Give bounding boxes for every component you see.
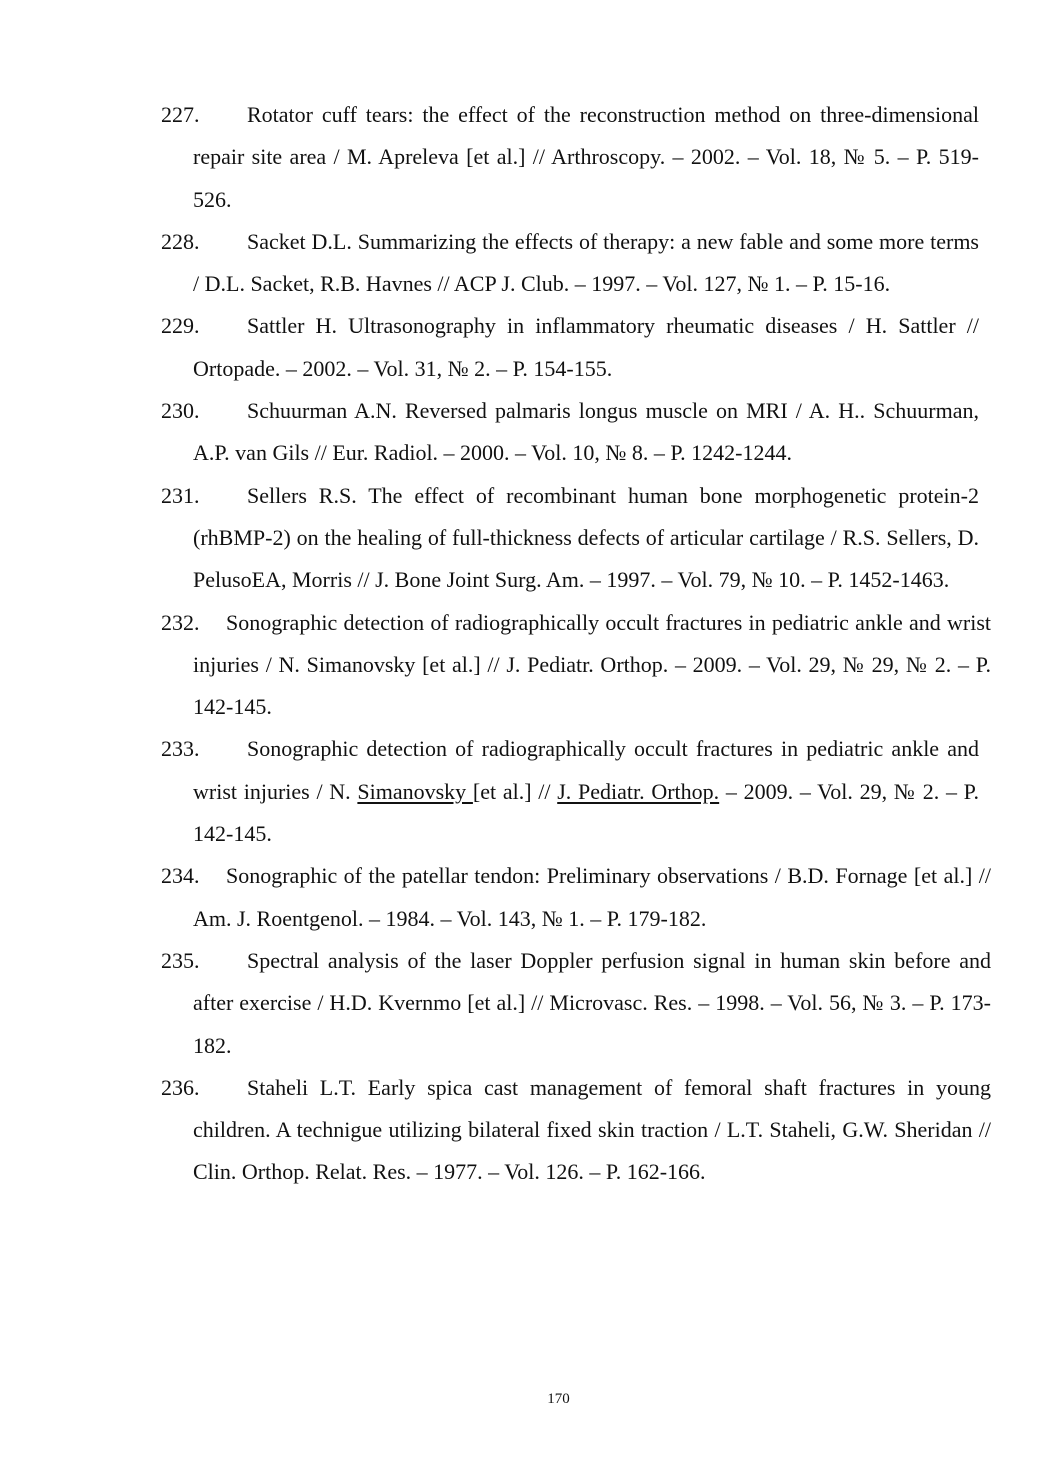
reference-number: 230. [161, 398, 200, 424]
reference-text: Sacket D.L. Summarizing the effects of therapy: a new fable and some more terms / D.L. Sacket, R.B. Havnes // ACP J. Club. – 1997. – Vol. 127, № 1. – P. 15-16. [193, 228, 979, 297]
reference-number: 232. [161, 609, 200, 635]
reference-item [161, 1067, 991, 1194]
reference-item [161, 475, 979, 602]
reference-text: Sellers R.S. The effect of recombinant human bone morphogenetic protein-2 (rhBMP-2) on the healing of full-thickness defects of articular cartilage / R.S. Sellers, D. PelusoEA, Morris // J. Bone Joint Surg. Am. – 1997. – Vol. 79, № 10. – P. 1452-1463. [193, 482, 979, 593]
reference-number: 227. [161, 102, 200, 127]
reference-number: 235. [161, 947, 200, 973]
reference-number: 234. [161, 863, 200, 889]
reference-item [161, 94, 979, 221]
reference-number: 231. [161, 482, 200, 508]
reference-text-middle: [et al.] // [472, 778, 558, 804]
reference-item [161, 855, 991, 940]
reference-text: Staheli L.T. Early spica cast management of femoral shaft fractures in young children. A technigue utilizing bilateral fixed skin traction / L.T. Staheli, G.W. Sheridan // Clin. Orthop. Relat. Res. – 1977. – Vol. 126. – P. 162-166. [193, 1074, 991, 1185]
reference-item [161, 940, 991, 1067]
reference-text-start: Sonographic detection of radiographically occult fractures in pediatric ankle and wrist injuries / N. [193, 736, 979, 804]
author-link[interactable]: Simanovsky [357, 778, 473, 804]
reference-item [161, 305, 979, 390]
reference-item [161, 390, 979, 475]
reference-number: 236. [161, 1074, 200, 1100]
reference-text: Sonographic of the patellar tendon: Preliminary observations / B.D. Fornage [et al.] // Am. J. Roentgenol. – 1984. – Vol. 143, № 1. – P. 179-182. [193, 863, 991, 931]
journal-link[interactable]: J. Pediatr. Orthop. [557, 778, 720, 804]
reference-number: 233. [161, 736, 200, 762]
reference-text-end: – 2009. – Vol. 29, № 2. – P. 142-145. [193, 778, 979, 847]
reference-text: Rotator cuff tears: the effect of the reconstruction method on three-dimensional repair site area / M. Apreleva [et al.] // Arthroscopy. – 2002. – Vol. 18, № 5. – P. 519-526. [193, 102, 979, 212]
reference-text: Sonographic detection of radiographically occult fractures in pediatric ankle and wrist injuries / N. Simanovsky [et al.] // J. Pediatr. Orthop. – 2009. – Vol. 29, № 29, № 2. – P. 142-145. [193, 609, 991, 720]
reference-number: 229. [161, 313, 200, 339]
reference-text: Schuurman A.N. Reversed palmaris longus muscle on MRI / A. H.. Schuurman, A.P. van Gils // Eur. Radiol. – 2000. – Vol. 10, № 8. – P. 1242-1244. [193, 398, 979, 466]
reference-list [161, 94, 991, 1194]
reference-item [161, 602, 991, 729]
reference-number: 228. [161, 228, 200, 254]
reference-text: Spectral analysis of the laser Doppler perfusion signal in human skin before and after exercise / H.D. Kvernmo [et al.] // Microvasc. Res. – 1998. – Vol. 56, № 3. – P. 173-182. [193, 947, 991, 1058]
reference-text: Sattler H. Ultrasonography in inflammatory rheumatic diseases / H. Sattler // Ortopade. – 2002. – Vol. 31, № 2. – P. 154-155. [193, 313, 979, 381]
reference-item [161, 221, 979, 306]
reference-item [161, 728, 979, 855]
page-number: 170 [547, 1391, 570, 1407]
